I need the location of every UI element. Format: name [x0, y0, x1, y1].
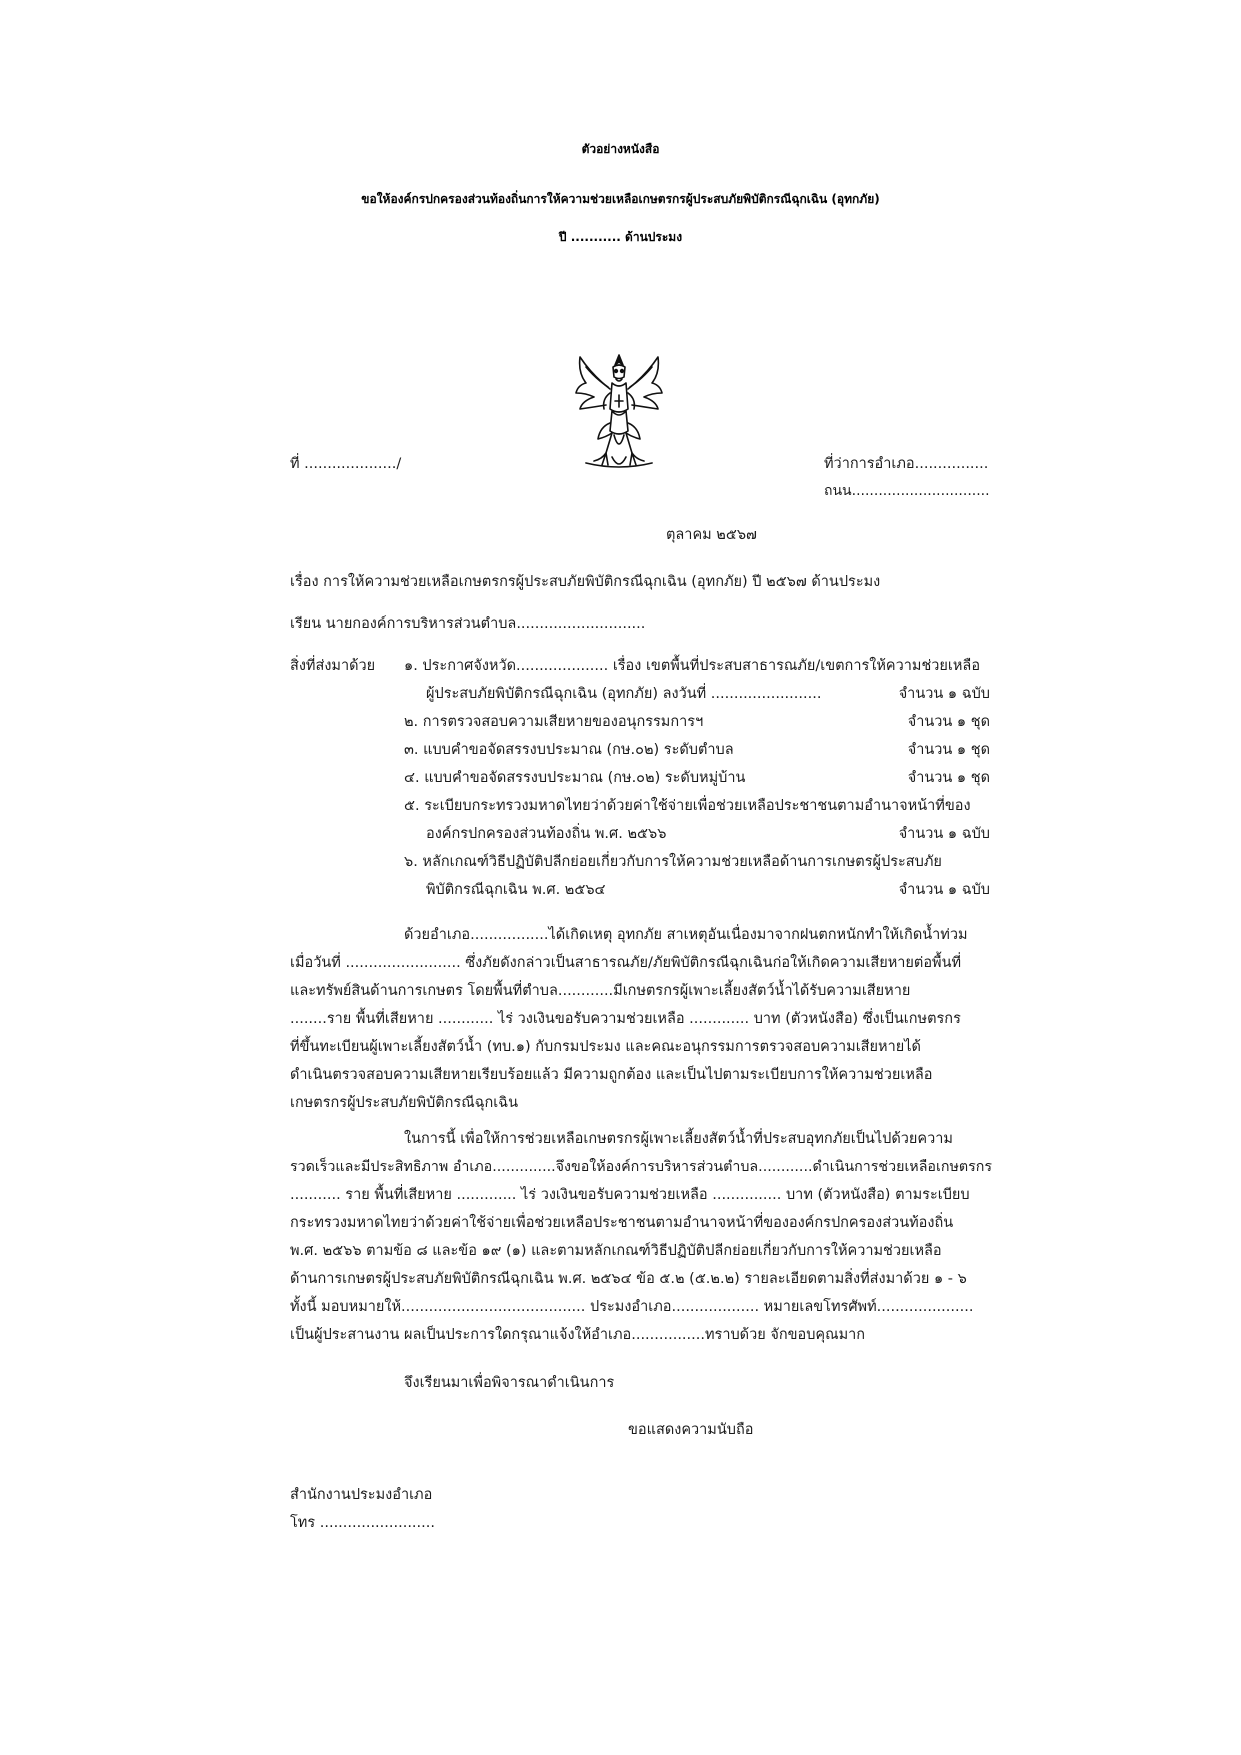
enclosure-3: ๓. แบบคำขอจัดสรรงบประมาณ (กษ.๐๒) ระดับตำบล — [404, 742, 734, 758]
letter-reference-number: ที่ ..................../ — [290, 456, 402, 472]
closing-line: จึงเรียนมาเพื่อพิจารณาดำเนินการ — [404, 1375, 615, 1391]
paragraph-2-line-1: ในการนี้ เพื่อให้การช่วยเหลือเกษตรกรผู้เพาะเลี้ยงสัตว์น้ำที่ประสบอุทกภัยเป็นไปด้วยความ — [404, 1131, 953, 1147]
enclosure-1-quantity: จำนวน ๑ ฉบับ — [898, 686, 990, 702]
paragraph-2-line-3: ........... ราย พื้นที่เสียหาย ............. ไร่ วงเงินขอรับความช่วยเหลือ ............... บาท (ตัวหนังสือ) ตามระเบียบ — [290, 1187, 970, 1203]
office-address-line-1: ที่ว่าการอำเภอ................ — [824, 456, 989, 472]
paragraph-2-line-4: กระทรวงมหาดไทยว่าด้วยค่าใช้จ่ายเพื่อช่วยเหลือประชาชนตามอำนาจหน้าที่ขององค์กรปกครองส่วนท้องถิ่น — [290, 1215, 954, 1231]
enclosure-1-line-2: ผู้ประสบภัยพิบัติกรณีฉุกเฉิน (อุทกภัย) ลงวันที่ ........................ — [426, 686, 822, 702]
paragraph-1-line-5: ที่ขึ้นทะเบียนผู้เพาะเลี้ยงสัตว์น้ำ (ทบ.๑) กับกรมประมง และคณะอนุกรรมการตรวจสอบความเสียหายได้ — [290, 1039, 921, 1055]
enclosure-6-line-1: ๖. หลักเกณฑ์วิธีปฏิบัติปลีกย่อยเกี่ยวกับการให้ความช่วยเหลือด้านการเกษตรผู้ประสบภัย — [404, 854, 942, 870]
paragraph-2-line-8: เป็นผู้ประสานงาน ผลเป็นประการใดกรุณาแจ้งให้อำเภอ................ทราบด้วย จักขอบคุณมาก — [290, 1327, 866, 1343]
garuda-emblem-icon — [572, 353, 666, 475]
paragraph-2-line-7: ทั้งนี้ มอบหมายให้........................................ ประมงอำเภอ................... หมายเลขโทรศัพท์..................... — [290, 1299, 974, 1315]
document-year-line: ปี ........... ด้านประมง — [558, 230, 683, 244]
enclosure-2: ๒. การตรวจสอบความเสียหายของอนุกรรมการฯ — [404, 714, 704, 730]
office-address-line-2: ถนน............................... — [824, 483, 990, 499]
paragraph-1-line-1: ด้วยอำเภอ.................ได้เกิดเหตุ อุทกภัย สาเหตุอันเนื่องมาจากฝนตกหนักทำให้เกิดน้ำท่วม — [404, 927, 968, 943]
paragraph-2-line-2: รวดเร็วและมีประสิทธิภาพ อำเภอ..............จึงขอให้องค์การบริหารส่วนตำบล............ดำเนินการช่วยเหลือเกษตรกร — [290, 1159, 993, 1175]
letter-subject: เรื่อง การให้ความช่วยเหลือเกษตรกรผู้ประสบภัยพิบัติกรณีฉุกเฉิน (อุทกภัย) ปี ๒๕๖๗ ด้านประมง — [290, 574, 881, 590]
document-title: ตัวอย่างหนังสือ — [581, 142, 660, 156]
enclosure-label: สิ่งที่ส่งมาด้วย — [290, 658, 376, 674]
enclosure-2-quantity: จำนวน ๑ ชุด — [907, 714, 990, 730]
sender-telephone: โทร ......................... — [290, 1515, 435, 1531]
enclosure-4-quantity: จำนวน ๑ ชุด — [907, 770, 990, 786]
enclosure-6-line-2: พิบัติกรณีฉุกเฉิน พ.ศ. ๒๕๖๔ — [426, 882, 606, 898]
enclosure-1-line-1: ๑. ประกาศจังหวัด.................... เรื่อง เขตพื้นที่ประสบสาธารณภัย/เขตการให้ความช่วยเหลือ — [404, 658, 981, 674]
enclosure-5-line-1: ๕. ระเบียบกระทรวงมหาดไทยว่าด้วยค่าใช้จ่ายเพื่อช่วยเหลือประชาชนตามอำนาจหน้าที่ของ — [404, 798, 971, 814]
letter-date: ตุลาคม ๒๕๖๗ — [666, 527, 757, 543]
paragraph-1-line-7: เกษตรกรผู้ประสบภัยพิบัติกรณีฉุกเฉิน — [290, 1095, 519, 1111]
enclosure-6-quantity: จำนวน ๑ ฉบับ — [898, 882, 990, 898]
paragraph-1-line-3: และทรัพย์สินด้านการเกษตร โดยพื้นที่ตำบล............มีเกษตรกรผู้เพาะเลี้ยงสัตว์น้ำได้รับความเสียหาย — [290, 983, 911, 999]
letter-recipient: เรียน นายกองค์การบริหารส่วนตำบล............................ — [290, 616, 646, 632]
regards-line: ขอแสดงความนับถือ — [628, 1422, 754, 1438]
enclosure-5-line-2: องค์กรปกครองส่วนท้องถิ่น พ.ศ. ๒๕๖๖ — [426, 826, 667, 842]
paragraph-2-line-5: พ.ศ. ๒๕๖๖ ตามข้อ ๘ และข้อ ๑๙ (๑) และตามหลักเกณฑ์วิธีปฏิบัติปลีกย่อยเกี่ยวกับการให้ความช่วยเหลือ — [290, 1243, 942, 1259]
sender-office: สำนักงานประมงอำเภอ — [290, 1487, 433, 1503]
paragraph-2-line-6: ด้านการเกษตรผู้ประสบภัยพิบัติกรณีฉุกเฉิน พ.ศ. ๒๕๖๔ ข้อ ๕.๒ (๕.๒.๒) รายละเอียดตามสิ่งที่ส่งมาด้วย ๑ - ๖ — [290, 1271, 967, 1287]
enclosure-4: ๔. แบบคำขอจัดสรรงบประมาณ (กษ.๐๒) ระดับหมู่บ้าน — [404, 770, 746, 786]
document-subtitle: ขอให้องค์กรปกครองส่วนท้องถิ่นการให้ความช่วยเหลือเกษตรกรผู้ประสบภัยพิบัติกรณีฉุกเฉิน (อุทกภัย) — [361, 192, 880, 206]
enclosure-5-quantity: จำนวน ๑ ฉบับ — [898, 826, 990, 842]
paragraph-1-line-6: ดำเนินตรวจสอบความเสียหายเรียบร้อยแล้ว มีความถูกต้อง และเป็นไปตามระเบียบการให้ความช่วยเหลือ — [290, 1067, 933, 1083]
paragraph-1-line-4: ........ราย พื้นที่เสียหาย ............ ไร่ วงเงินขอรับความช่วยเหลือ ............. บาท (ตัวหนังสือ) ซึ่งเป็นเกษตรกร — [290, 1011, 961, 1027]
paragraph-1-line-2: เมื่อวันที่ ......................... ซึ่งภัยดังกล่าวเป็นสาธารณภัย/ภัยพิบัติกรณีฉุกเฉินก่อให้เกิดความเสียหายต่อพื้นที่ — [290, 955, 962, 971]
enclosure-3-quantity: จำนวน ๑ ชุด — [907, 742, 990, 758]
